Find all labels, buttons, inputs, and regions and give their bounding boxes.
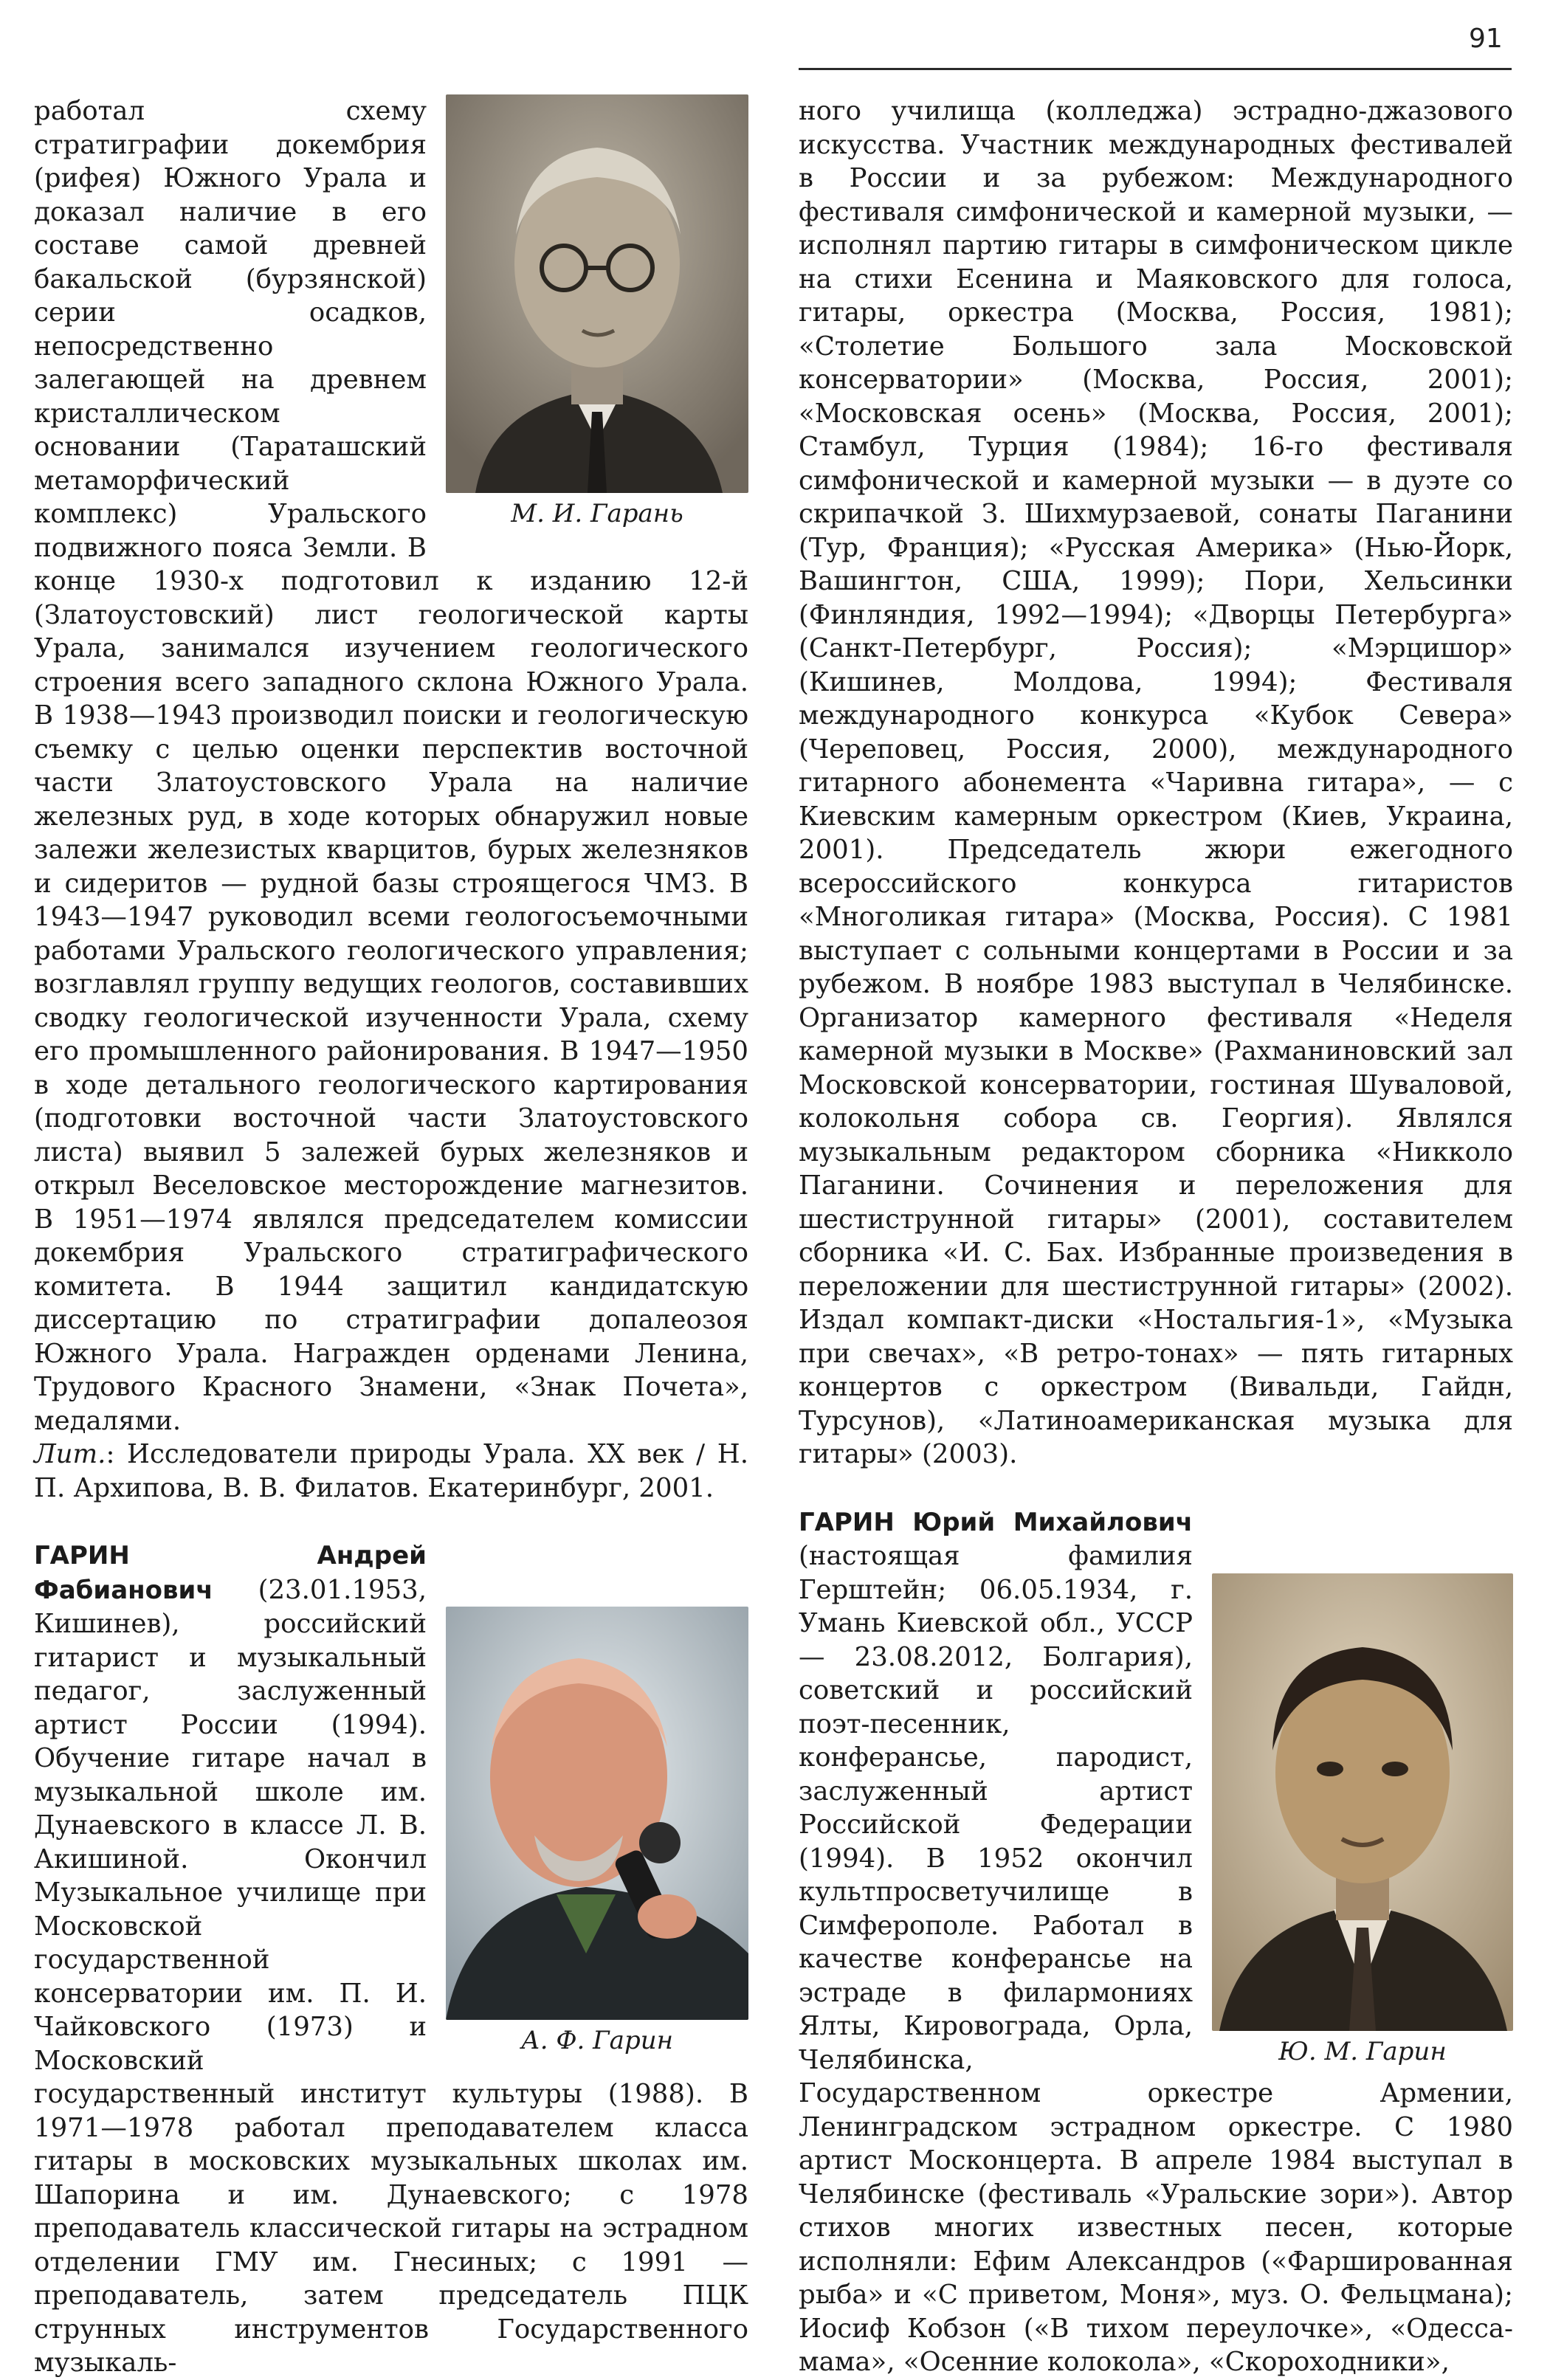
entry-yu-garin-name: ГАРИН Юрий Михайлович [799,1507,1193,1537]
photo-figure-yu-garin [1212,1573,1513,2068]
literature-text: : Исследователи природы Урала. XX век / Н. П. Архипова, В. В. Филатов. Екатеринбург, 2001. [34,1439,748,1503]
header-rule [799,68,1512,70]
page-number: 91 [1469,24,1503,54]
entry-af-garin-text: (23.01.1953, Кишинев), российский гитарист и музыкальный педагог, заслуженный артист России (1994). Обучение гитаре начал в музыкальной школе им. Дунаевского в классе Л. В. Акишиной. Окончил Музыкальное училище при Московской государственной консерватории им. П. И. Чайковского (1973) и Московский государственный институт культуры (1988). В 1971—1978 работал преподавателем класса гитары в московских музыкальных школах им. Шапорина и им. Дунаевского; с 1978 преподаватель классической гитары на эстрадном отделении ГМУ им. Гнесиных; с 1991 — преподаватель, затем председатель ПЦК струнных инструментов Государственного музыкаль- [34,1574,748,2378]
portrait-photo-af-garin [446,1607,748,2020]
entry-garan-text: работал схему стратиграфии докембрия (рифея) Южного Урала и доказал наличие в его составе самой древней бакальской (бурзянской) серии осадков, непосредственно залегающей на древнем кристаллическом основании (Тараташский метаморфический комплекс) Уральского подвижного пояса Земли. В конце 1930-х подготовил к изданию 12-й (Златоустовский) лист геологической карты Урала, занимался изучением геологического строения всего западного склона Южного Урала. В 1938—1943 производил поиски и геологическую съемку с целью оценки перспектив восточной части Златоустовского Урала на наличие железных руд, в ходе которых обнаружил новые залежи железистых кварцитов, бурых железняков и сидеритов — рудной базы строящегося ЧМЗ. В 1943—1947 руководил всеми геологосъемочными работами Уральского геологического управления; возглавлял группу ведущих геологов, составивших сводку геологической изученности Урала, схему его промышленного районирования. В 1947—1950 в ходе детального геологического картирования (подготовки восточной части Златоустовского листа) выявил 5 залежей бурых железняков и открыл Веселовское месторождение магнезитов. В 1951—1974 являлся председателем комиссии докембрия Уральского стратиграфического комитета. В 1944 защитил кандидатскую диссертацию по стратиграфии допалеозоя Южного Урала. Награжден орденами Ленина, Трудового Красного Знамени, «Знак Почета», медалями. [34,96,748,1436]
entry-spacer [34,1505,748,1539]
portrait-photo-garan [446,94,748,493]
photo-figure-af-garin [446,1607,748,2057]
entry-yu-garin-text: (настоящая фамилия Герштейн; 06.05.1934, г. Умань Киевской обл., УССР — 23.08.2012, Болгария), советский и российский поэт-песенник, конферансье, пародист, заслуженный артист Российской Федерации (1994). В 1952 окончил культпросветучилище в Симферополе. Работал в качестве конферансье на эстраде в филармониях Ялты, Кировограда, Орла, Челябинска, Государственном оркестре Армении, Ленинградском эстрадном оркестре. С 1980 артист Москонцерта. В апреле 1984 выступал в Челябинске (фестиваль «Уральские зори»). Автор стихов многих известных песен, которые исполняли: Ефим Александров («Фаршированная рыба» и «С приветом, Моня», муз. О. Фельцмана); Иосиф Кобзон («В тихом переулочке», «Одесса-мама», «Осенние колокола», «Скороходники», [799,1541,1513,2377]
right-column [799,94,1513,2379]
photo-caption-yu-garin: Ю. М. Гарин [1278,2036,1447,2066]
photo-caption-garan: М. И. Гарань [511,499,683,528]
literature-label: Лит. [34,1439,106,1469]
photo-figure-garan [446,94,748,530]
entry-af-garin-continued: ного училища (колледжа) эстрадно-джазового искусства. Участник международных фестивалей в России и за рубежом: Международного фестиваля симфонической и камерной музыки, — исполнял партию гитары в симфоническом цикле на стихи Есенина и Маяковского для голоса, гитары, оркестра (Москва, Россия, 1981); «Столетие Большого зала Московской консерватории» (Москва, Россия, 2001); «Московская осень» (Москва, Россия, 2001); Стамбул, Турция (1984); 16-го фестиваля симфонической и камерной музыки — в дуэте со скрипачкой З. Шихмурзаевой, сонаты Паганини (Тур, Франция); «Русская Америка» (Нью-Йорк, Вашингтон, США, 1999); Пори, Хельсинки (Финляндия, 1992—1994); «Дворцы Петербурга» (Санкт-Петербург, Россия); «Мэрцишор» (Кишинев, Молдова, 1994); Фестиваля международного конкурса «Кубок Севера» (Череповец, Россия, 2000), международного гитарного абонемента «Чаривна гитара», — с Киевским камерным оркестром (Киев, Украина, 2001). Председатель жюри ежегодного всероссийского конкурса гитаристов «Многоликая гитара» (Москва, Россия). С 1981 выступает с сольными концертами в России и за рубежом. В ноябре 1983 выступал в Челябинске. Организатор камерного фестиваля «Неделя камерной музыки в Москве» (Рахманиновский зал Московской консерватории, гостиная Шуваловой, колокольня собора св. Георгия). Являлся музыкальным редактором сборника «Никколо Паганини. Сочинения и переложения для шестиструнной гитары» (2001), составителем сборника «И. С. Бах. Избранные произведения в переложении для шестиструнной гитары» (2002). Издал компакт-диски «Ностальгия-1», «Музыка при свечах», «В ретро-тонах» — пять гитарных концертов с оркестром (Вивальди, Гайдн, Турсунов), «Латиноамериканская музыка для гитары» (2003). [799,96,1513,1469]
portrait-photo-yu-garin [1212,1573,1513,2031]
photo-caption-af-garin: А. Ф. Гарин [520,2026,674,2055]
entry-spacer [799,1472,1513,1505]
left-column [34,94,748,2380]
entry-garan-literature [34,1438,748,1505]
entry-af-garin-name: ГАРИН Андрей Фабианович [34,1541,427,1605]
